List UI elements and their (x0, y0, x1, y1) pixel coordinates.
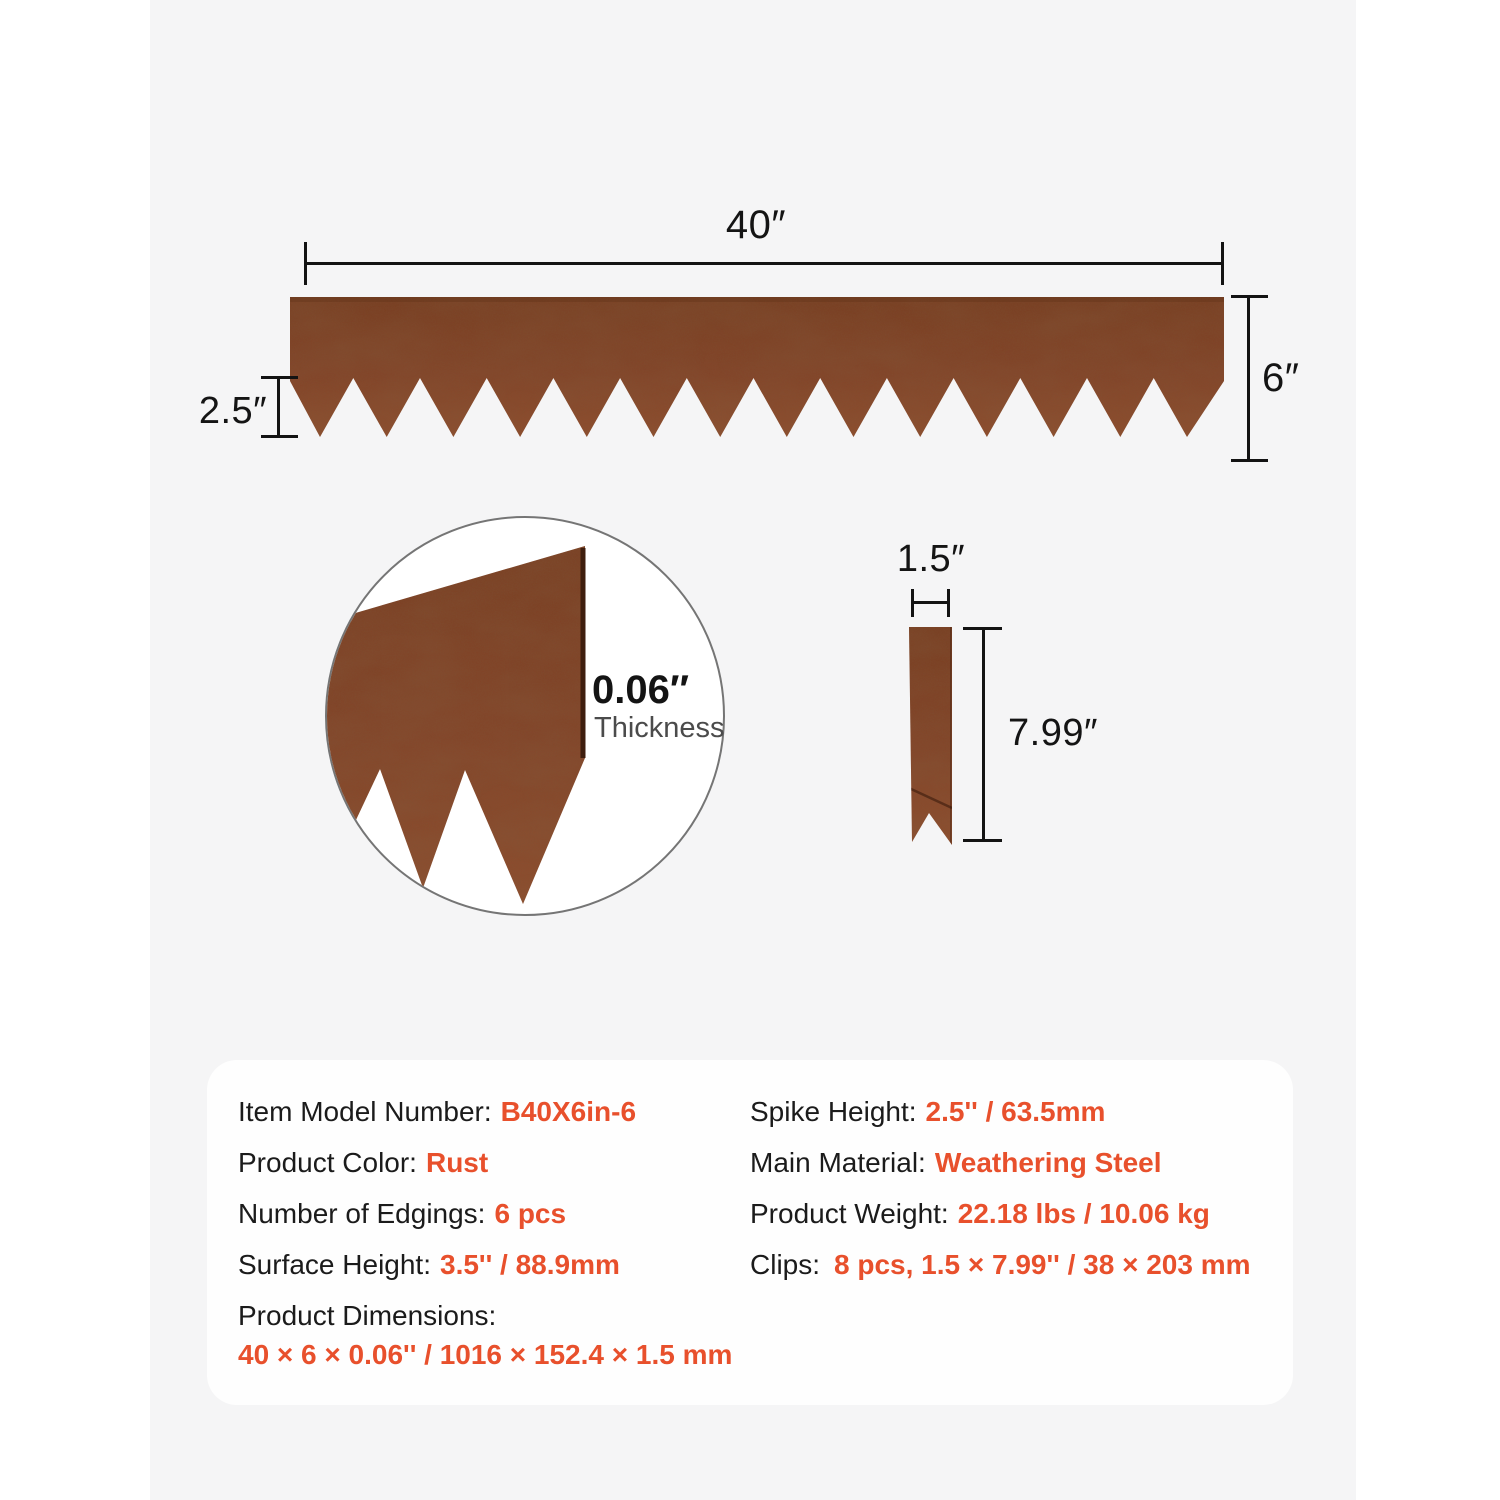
spec-value: 40 × 6 × 0.06'' / 1016 × 152.4 × 1.5 mm (238, 1339, 733, 1370)
spec-product-color (238, 1143, 488, 1183)
spec-panel (207, 1060, 1293, 1405)
clip-height-dimension-line (982, 628, 985, 842)
spike-dimension-bottom-tick (261, 435, 298, 438)
spec-surface-height (238, 1245, 620, 1285)
clip-width-right-tick (947, 589, 950, 617)
clip-width-dimension-label: 1.5″ (896, 538, 966, 580)
spec-product-dimensions-label (238, 1296, 496, 1336)
spec-main-material (750, 1143, 1162, 1183)
width-dimension-left-tick (304, 242, 307, 285)
thickness-caption-label: Thickness (594, 712, 725, 744)
spec-value: B40X6in-6 (500, 1096, 637, 1127)
width-dimension-right-tick (1221, 242, 1224, 285)
spec-value: Rust (425, 1147, 489, 1178)
clip-width-left-tick (911, 589, 914, 617)
spec-value: 22.18 lbs / 10.06 kg (957, 1198, 1210, 1229)
spec-value: 2.5'' / 63.5mm (925, 1096, 1106, 1127)
spec-value: 8 pcs, 1.5 × 7.99'' / 38 × 203 mm (834, 1249, 1251, 1280)
clip-illustration (905, 624, 957, 850)
width-dimension-label: 40″ (725, 203, 787, 247)
thickness-value-label: 0.06″ (592, 668, 690, 712)
height-dimension-bottom-tick (1231, 459, 1268, 462)
spec-number-of-edgings (238, 1194, 566, 1234)
spec-label: Spike Height: (750, 1096, 917, 1127)
spec-product-weight (750, 1194, 1210, 1234)
spec-spike-height (750, 1092, 1105, 1132)
spec-clips (750, 1245, 1251, 1285)
spec-label: Product Dimensions: (238, 1300, 497, 1331)
width-dimension-line (306, 262, 1224, 265)
edging-strip-illustration (290, 297, 1224, 440)
spec-label: Number of Edgings: (238, 1198, 486, 1229)
height-dimension-top-tick (1231, 295, 1268, 298)
clip-height-dimension-label: 7.99″ (1008, 712, 1098, 754)
spike-dimension-label: 2.5″ (198, 390, 268, 432)
spec-label: Product Color: (238, 1147, 417, 1178)
spec-value: 3.5'' / 88.9mm (440, 1249, 620, 1280)
spec-value: 6 pcs (494, 1198, 567, 1229)
spec-item-model-number (238, 1092, 636, 1132)
height-dimension-label: 6″ (1262, 356, 1300, 400)
height-dimension-line (1247, 296, 1250, 462)
spec-label: Clips: (750, 1249, 821, 1280)
spec-label: Surface Height: (238, 1249, 431, 1280)
clip-height-top-tick (963, 627, 1002, 630)
spec-label: Product Weight: (750, 1198, 949, 1229)
spec-label: Item Model Number: (238, 1096, 492, 1127)
spec-label: Main Material: (750, 1147, 926, 1178)
spec-value: Weathering Steel (934, 1147, 1162, 1178)
clip-width-dimension-line (913, 601, 950, 604)
clip-height-bottom-tick (963, 839, 1002, 842)
spec-product-dimensions-value (238, 1335, 732, 1375)
spike-dimension-top-tick (261, 376, 298, 379)
